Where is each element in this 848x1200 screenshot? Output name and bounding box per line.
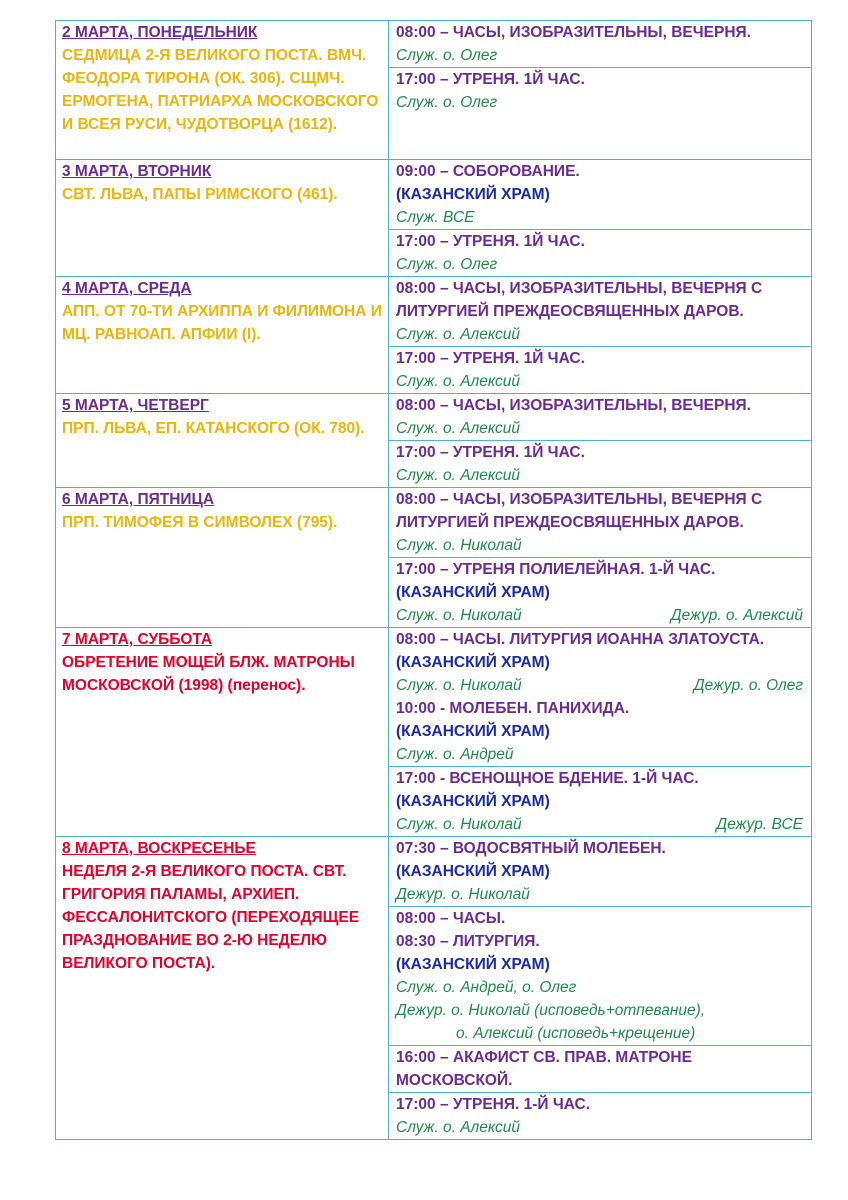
service-clergy: Служ. о. Николай Дежур. о. Олег (396, 674, 803, 697)
day-saints: ПРП. ЛЬВА, ЕП. КАТАНСКОГО (ОК. 780). (62, 420, 365, 437)
service-clergy: Служ. о. Андрей (396, 746, 514, 763)
service-duty: Дежур. о. Николай (исповедь+отпевание), (396, 1002, 706, 1019)
day-saints: СЕДМИЦА 2-Я ВЕЛИКОГО ПОСТА. ВМЧ. ФЕОДОРА ТИРОНА (ОК. 306). СЩМЧ. ЕРМОГЕНА, ПАТРИАРХА МОСКОВСКОГО И ВСЕЯ РУСИ, ЧУДОТВОРЦА (1612). (62, 47, 379, 133)
service-place: (КАЗАНСКИЙ ХРАМ) (396, 723, 550, 740)
service-title: 17:00 – УТРЕНЯ. 1Й ЧАС. (396, 444, 585, 461)
service-place: (КАЗАНСКИЙ ХРАМ) (396, 186, 550, 203)
service-slot (389, 21, 811, 67)
service-title: 16:00 – АКАФИСТ СВ. ПРАВ. МАТРОНЕ МОСКОВСКОЙ. (396, 1049, 692, 1089)
service-title: 08:00 – ЧАСЫ, ИЗОБРАЗИТЕЛЬНЫ, ВЕЧЕРНЯ С ЛИТУРГИЕЙ ПРЕЖДЕОСВЯЩЕННЫХ ДАРОВ. (396, 280, 763, 320)
services-cell (389, 277, 812, 394)
day-row (56, 277, 812, 394)
day-row (56, 160, 812, 277)
services-cell (389, 160, 812, 277)
service-title: 10:00 - МОЛЕБЕН. ПАНИХИДА. (396, 700, 630, 717)
day-saints: СВТ. ЛЬВА, ПАПЫ РИМСКОГО (461). (62, 186, 338, 203)
service-title: 09:00 – СОБОРОВАНИЕ. (396, 163, 580, 180)
day-row (56, 21, 812, 160)
service-slot (389, 229, 811, 276)
service-title: 17:00 – УТРЕНЯ ПОЛИЕЛЕЙНАЯ. 1-Й ЧАС. (396, 561, 716, 578)
day-date: 5 МАРТА, ЧЕТВЕРГ (62, 397, 209, 414)
day-date: 4 МАРТА, СРЕДА (62, 280, 192, 297)
service-slot (389, 160, 811, 229)
day-row (56, 488, 812, 628)
day-saints: ОБРЕТЕНИЕ МОЩЕЙ БЛЖ. МАТРОНЫ МОСКОВСКОЙ (1998) (перенос). (62, 654, 355, 694)
day-date: 6 МАРТА, ПЯТНИЦА (62, 491, 215, 508)
service-title: 17:00 - ВСЕНОЩНОЕ БДЕНИЕ. 1-Й ЧАС. (396, 770, 699, 787)
service-slot (389, 766, 811, 836)
service-clergy: Служ. о. Алексий (396, 1119, 521, 1136)
services-cell (389, 394, 812, 488)
service-slot (389, 837, 811, 906)
services-cell (389, 21, 812, 160)
service-duty: Дежур. о. Олег (693, 677, 803, 694)
day-cell (56, 277, 389, 394)
day-row (56, 837, 812, 1140)
service-clergy: Служ. о. Олег (396, 256, 498, 273)
day-cell (56, 394, 389, 488)
day-date: 2 МАРТА, ПОНЕДЕЛЬНИК (62, 24, 258, 41)
service-title: 08:00 – ЧАСЫ, ИЗОБРАЗИТЕЛЬНЫ, ВЕЧЕРНЯ С ЛИТУРГИЕЙ ПРЕЖДЕОСВЯЩЕННЫХ ДАРОВ. (396, 491, 763, 531)
service-title: 17:00 – УТРЕНЯ. 1Й ЧАС. (396, 71, 585, 88)
service-place: (КАЗАНСКИЙ ХРАМ) (396, 793, 550, 810)
service-duty: Дежур. ВСЕ (716, 816, 803, 833)
day-saints: ПРП. ТИМОФЕЯ В СИМВОЛЕХ (795). (62, 514, 338, 531)
service-clergy: Служ. ВСЕ (396, 209, 475, 226)
service-clergy: Служ. о. Андрей, о. Олег (396, 979, 577, 996)
day-cell (56, 21, 389, 160)
service-place: (КАЗАНСКИЙ ХРАМ) (396, 863, 550, 880)
service-place: (КАЗАНСКИЙ ХРАМ) (396, 584, 550, 601)
day-date: 3 МАРТА, ВТОРНИК (62, 163, 212, 180)
service-duty: о. Алексий (исповедь+крещение) (456, 1025, 696, 1042)
service-place: (КАЗАНСКИЙ ХРАМ) (396, 654, 550, 671)
service-slot (389, 394, 811, 440)
service-slot (389, 488, 811, 557)
service-clergy: Дежур. о. Николай (396, 886, 530, 903)
service-title: 17:00 – УТРЕНЯ. 1Й ЧАС. (396, 350, 585, 367)
schedule-table (55, 20, 812, 1140)
service-place: (КАЗАНСКИЙ ХРАМ) (396, 956, 550, 973)
service-clergy: Служ. о. Николай Дежур. о. Алексий (396, 604, 803, 627)
service-slot (389, 346, 811, 393)
day-row (56, 628, 812, 837)
service-clergy: Служ. о. Олег (396, 47, 498, 64)
day-saints: АПП. ОТ 70-ТИ АРХИППА И ФИЛИМОНА И МЦ. РАВНОАП. АПФИИ (I). (62, 303, 382, 343)
service-duty: Дежур. о. Алексий (670, 607, 803, 624)
service-title: 08:00 – ЧАСЫ, ИЗОБРАЗИТЕЛЬНЫ, ВЕЧЕРНЯ. (396, 24, 751, 41)
services-cell (389, 837, 812, 1140)
day-date: 7 МАРТА, СУББОТА (62, 631, 213, 648)
service-slot (389, 557, 811, 627)
service-slot (389, 628, 811, 766)
services-cell (389, 628, 812, 837)
day-cell (56, 160, 389, 277)
day-date: 8 МАРТА, ВОСКРЕСЕНЬЕ (62, 840, 256, 857)
day-row (56, 394, 812, 488)
service-clergy: Служ. о. Алексий (396, 420, 521, 437)
day-cell (56, 837, 389, 1140)
service-slot (389, 277, 811, 346)
service-slot (389, 1045, 811, 1092)
service-clergy: Служ. о. Олег (396, 94, 498, 111)
service-clergy: Служ. о. Алексий (396, 373, 521, 390)
service-title: 08:00 – ЧАСЫ. (396, 910, 506, 927)
service-clergy: Служ. о. Алексий (396, 467, 521, 484)
service-slot (389, 906, 811, 1045)
service-clergy: Служ. о. Алексий (396, 326, 521, 343)
service-title: 08:00 – ЧАСЫ, ИЗОБРАЗИТЕЛЬНЫ, ВЕЧЕРНЯ. (396, 397, 751, 414)
services-cell (389, 488, 812, 628)
service-clergy: Служ. о. Николай Дежур. ВСЕ (396, 813, 803, 836)
service-title: 17:00 – УТРЕНЯ. 1-Й ЧАС. (396, 1096, 591, 1113)
service-title: 08:30 – ЛИТУРГИЯ. (396, 933, 540, 950)
service-title: 17:00 – УТРЕНЯ. 1Й ЧАС. (396, 233, 585, 250)
day-saints: НЕДЕЛЯ 2-Я ВЕЛИКОГО ПОСТА. СВТ. ГРИГОРИЯ ПАЛАМЫ, АРХИЕП. ФЕССАЛОНИТСКОГО (ПЕРЕХОДЯЩЕЕ ПРАЗДНОВАНИЕ ВО 2-Ю НЕДЕЛЮ ВЕЛИКОГО ПОСТА). (62, 863, 360, 972)
service-slot (389, 440, 811, 487)
service-slot (389, 67, 811, 114)
day-cell (56, 488, 389, 628)
service-clergy: Служ. о. Николай (396, 537, 522, 554)
day-cell (56, 628, 389, 837)
service-title: 07:30 – ВОДОСВЯТНЫЙ МОЛЕБЕН. (396, 840, 666, 857)
service-slot (389, 1092, 811, 1139)
service-title: 08:00 – ЧАСЫ. ЛИТУРГИЯ ИОАННА ЗЛАТОУСТА. (396, 631, 765, 648)
